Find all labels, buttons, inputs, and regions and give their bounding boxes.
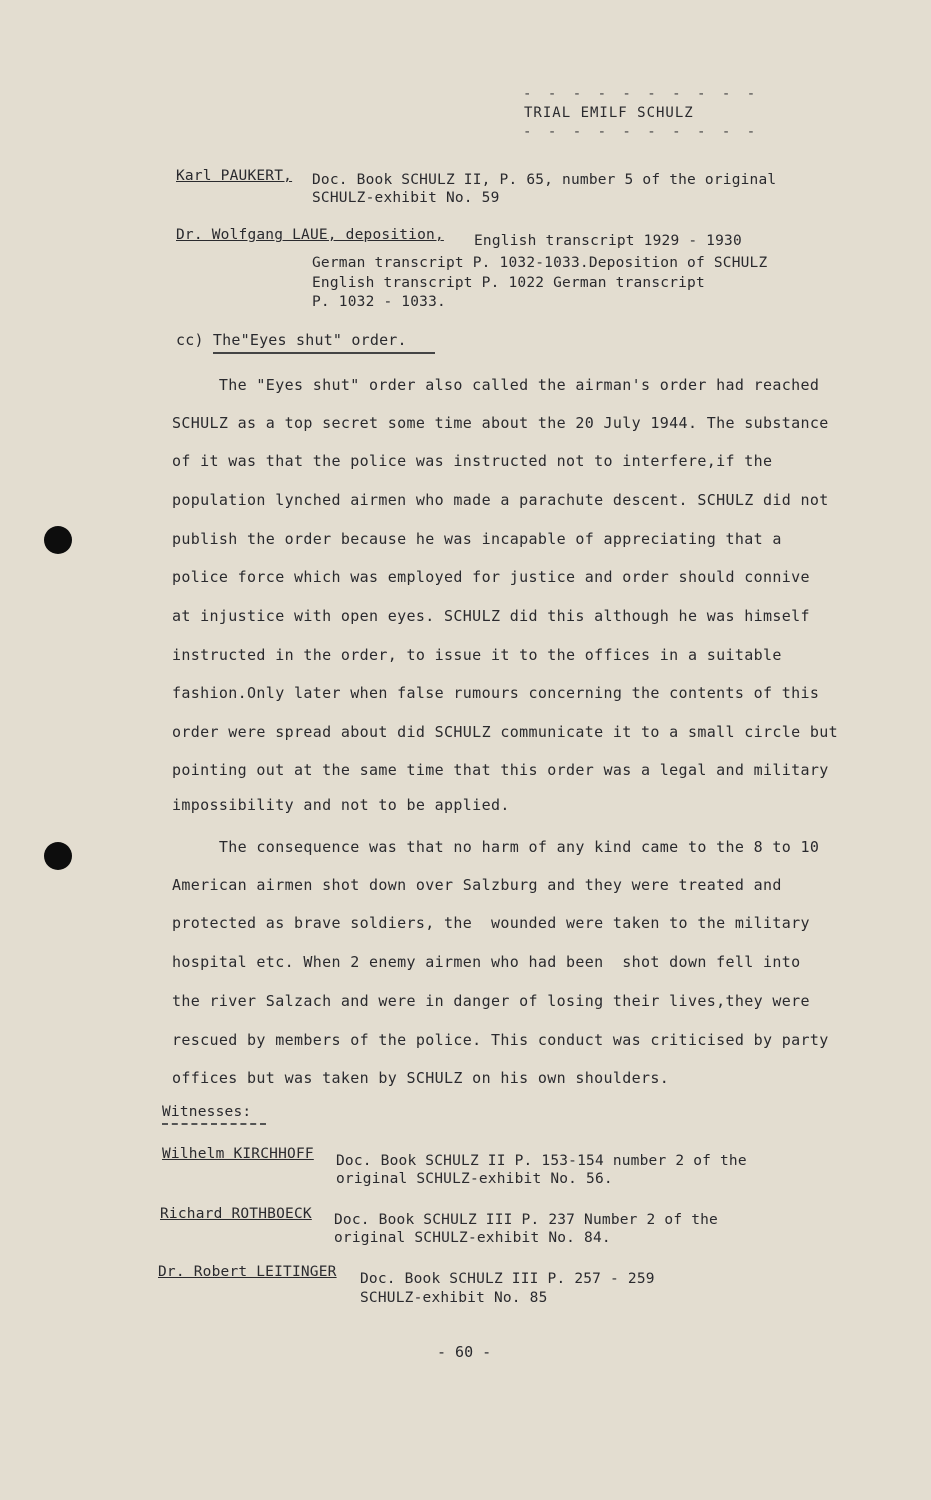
body-line: impossibility and not to be applied.	[172, 796, 510, 814]
body-line: hospital etc. When 2 enemy airmen who had been shot down fell into	[172, 953, 801, 971]
body-line: offices but was taken by SCHULZ on his own shoulders.	[172, 1069, 670, 1087]
body-line: at injustice with open eyes. SCHULZ did this although he was himself	[172, 607, 810, 625]
ref-paukert-line1: Doc. Book SCHULZ II, P. 65, number 5 of the original	[312, 172, 777, 188]
body-line: pointing out at the same time that this order was a legal and military	[172, 761, 829, 779]
body-line: police force which was employed for justice and order should connive	[172, 568, 810, 586]
body-line: rescued by members of the police. This conduct was criticised by party	[172, 1031, 829, 1049]
witness-leitinger-line1: Doc. Book SCHULZ III P. 257 - 259	[360, 1271, 655, 1287]
punch-hole-top	[44, 526, 72, 554]
witnesses-heading-underline	[162, 1123, 266, 1125]
body-line: American airmen shot down over Salzburg and they were treated and	[172, 876, 782, 894]
witness-leitinger-line2: SCHULZ-exhibit No. 85	[360, 1290, 548, 1306]
ref-paukert-line2: SCHULZ-exhibit No. 59	[312, 190, 500, 206]
witnesses-heading: Witnesses:	[162, 1104, 252, 1120]
section-heading: cc) The"Eyes shut" order.	[176, 331, 407, 349]
body-line: fashion.Only later when false rumours concerning the contents of this	[172, 684, 820, 702]
ref-laue-line1: English transcript 1929 - 1930	[474, 233, 742, 249]
body-line: The consequence was that no harm of any kind came to the 8 to 10	[172, 838, 820, 856]
body-line: The "Eyes shut" order also called the airman's order had reached	[172, 376, 820, 394]
body-line: of it was that the police was instructed not to interfere,if the	[172, 452, 773, 470]
ref-laue-line4: P. 1032 - 1033.	[312, 294, 446, 310]
body-line: protected as brave soldiers, the wounded were taken to the military	[172, 914, 810, 932]
body-line: SCHULZ as a top secret some time about the 20 July 1944. The substance	[172, 414, 829, 432]
body-line: publish the order because he was incapable of appreciating that a	[172, 530, 782, 548]
page-number: - 60 -	[437, 1343, 492, 1361]
punch-hole-bottom	[44, 842, 72, 870]
header-dashes-top: - - - - - - - - - -	[523, 86, 760, 102]
header-dashes-bottom: - - - - - - - - - -	[523, 124, 760, 140]
ref-laue-line3: English transcript P. 1022 German transcript	[312, 275, 705, 291]
witness-name-kirchhoff: Wilhelm KIRCHHOFF	[162, 1146, 314, 1162]
body-line: instructed in the order, to issue it to the offices in a suitable	[172, 646, 782, 664]
section-heading-underline	[213, 352, 435, 354]
body-line: order were spread about did SCHULZ communicate it to a small circle but	[172, 723, 839, 741]
body-line: population lynched airmen who made a parachute descent. SCHULZ did not	[172, 491, 829, 509]
witness-name-rothboeck: Richard ROTHBOECK	[160, 1206, 312, 1222]
ref-laue-line2: German transcript P. 1032-1033.Deposition of SCHULZ	[312, 255, 768, 271]
ref-name-paukert: Karl PAUKERT,	[176, 168, 293, 184]
witness-kirchhoff-line1: Doc. Book SCHULZ II P. 153-154 number 2 of the	[336, 1153, 747, 1169]
trial-title: TRIAL EMILF SCHULZ	[524, 105, 694, 121]
witness-rothboeck-line1: Doc. Book SCHULZ III P. 237 Number 2 of the	[334, 1212, 718, 1228]
ref-name-laue: Dr. Wolfgang LAUE, deposition,	[176, 227, 444, 243]
witness-rothboeck-line2: original SCHULZ-exhibit No. 84.	[334, 1230, 611, 1246]
body-line: the river Salzach and were in danger of losing their lives,they were	[172, 992, 810, 1010]
witness-name-leitinger: Dr. Robert LEITINGER	[158, 1264, 337, 1280]
witness-kirchhoff-line2: original SCHULZ-exhibit No. 56.	[336, 1171, 613, 1187]
